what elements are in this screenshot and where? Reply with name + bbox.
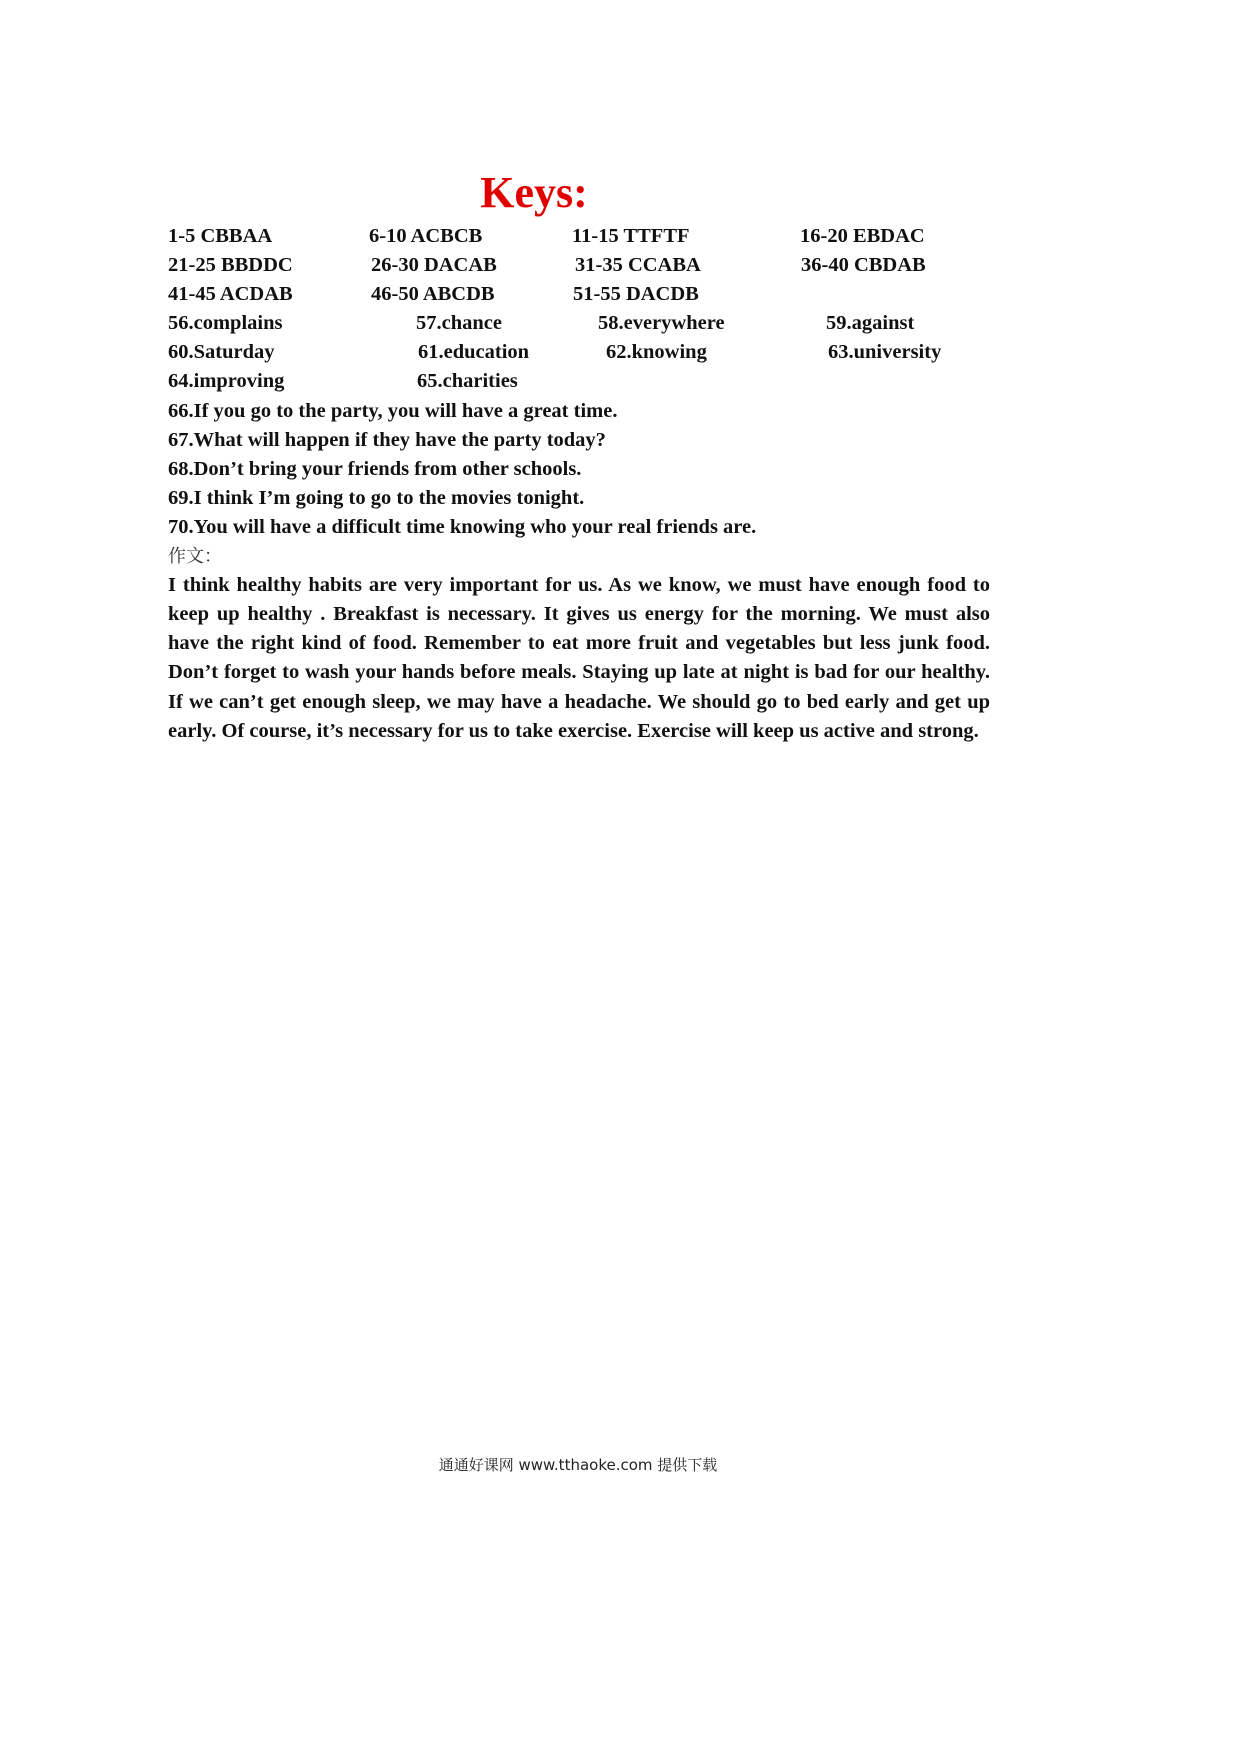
mc-answer-group: 51-55 DACDB: [573, 283, 699, 306]
mc-answer-group: 41-45 ACDAB: [168, 283, 293, 306]
word-answer: 58.everywhere: [598, 312, 725, 335]
sentence-answer: 66.If you go to the party, you will have a great time.: [168, 399, 618, 422]
sentence-answer: 67.What will happen if they have the party today?: [168, 428, 606, 451]
word-answer: 56.complains: [168, 312, 283, 335]
mc-answer-group: 46-50 ABCDB: [371, 283, 495, 306]
mc-answer-group: 31-35 CCABA: [575, 254, 701, 277]
mc-answer-group: 16-20 EBDAC: [800, 225, 925, 247]
word-answer-row: [168, 309, 990, 338]
word-answer-row: [168, 338, 990, 367]
word-answer: 61.education: [418, 341, 530, 364]
word-answer: 64.improving: [168, 370, 285, 393]
mc-answer-group: 6-10 ACBCB: [369, 225, 483, 247]
word-answer: 62.knowing: [606, 341, 707, 364]
answer-key-body: [168, 222, 990, 746]
mc-answer-row: [168, 280, 990, 309]
sentence-answer: 70.You will have a difficult time knowing who your real friends are.: [168, 515, 757, 538]
sentence-answer: 69.I think I’m going to go to the movies tonight.: [168, 486, 585, 509]
word-answer: 59.against: [826, 312, 915, 335]
mc-answer-group: 26-30 DACAB: [371, 254, 497, 277]
essay-label: 作文：: [168, 546, 222, 568]
mc-answer-group: 21-25 BBDDC: [168, 254, 293, 277]
mc-answer-row: [168, 222, 990, 251]
word-answer: 63.university: [828, 341, 942, 364]
essay-text: I think healthy habits are very important for us. As we know, we must have enough food to keep up healthy . Breakfast is necessary. It gives us energy for the morning. We must also have the right kind of food. Remember to eat more fruit and vegetables but less junk food. Don’t forget to wash your hands before meals. Staying up late at night is bad for our healthy. If we can’t get enough sleep, we may have a headache. We should go to bed early and get up early. Of course, it’s necessary for us to take exercise. Exercise will keep us active and strong.: [168, 574, 990, 742]
mc-answer-row: [168, 251, 990, 280]
word-answer-row: [168, 367, 990, 396]
mc-answer-group: 11-15 TTFTF: [572, 225, 690, 247]
mc-answer-group: 1-5 CBBAA: [168, 225, 273, 247]
word-answer: 60.Saturday: [168, 341, 275, 364]
page-footer: 通通好课网 www.tthaoke.com 提供下载: [438, 1456, 718, 1474]
word-answer: 57.chance: [416, 312, 502, 335]
word-answer: 65.charities: [417, 370, 518, 393]
sentence-answer: 68.Don’t bring your friends from other schools.: [168, 457, 582, 480]
mc-answer-group: 36-40 CBDAB: [801, 254, 926, 277]
page-title: Keys:: [480, 168, 588, 217]
